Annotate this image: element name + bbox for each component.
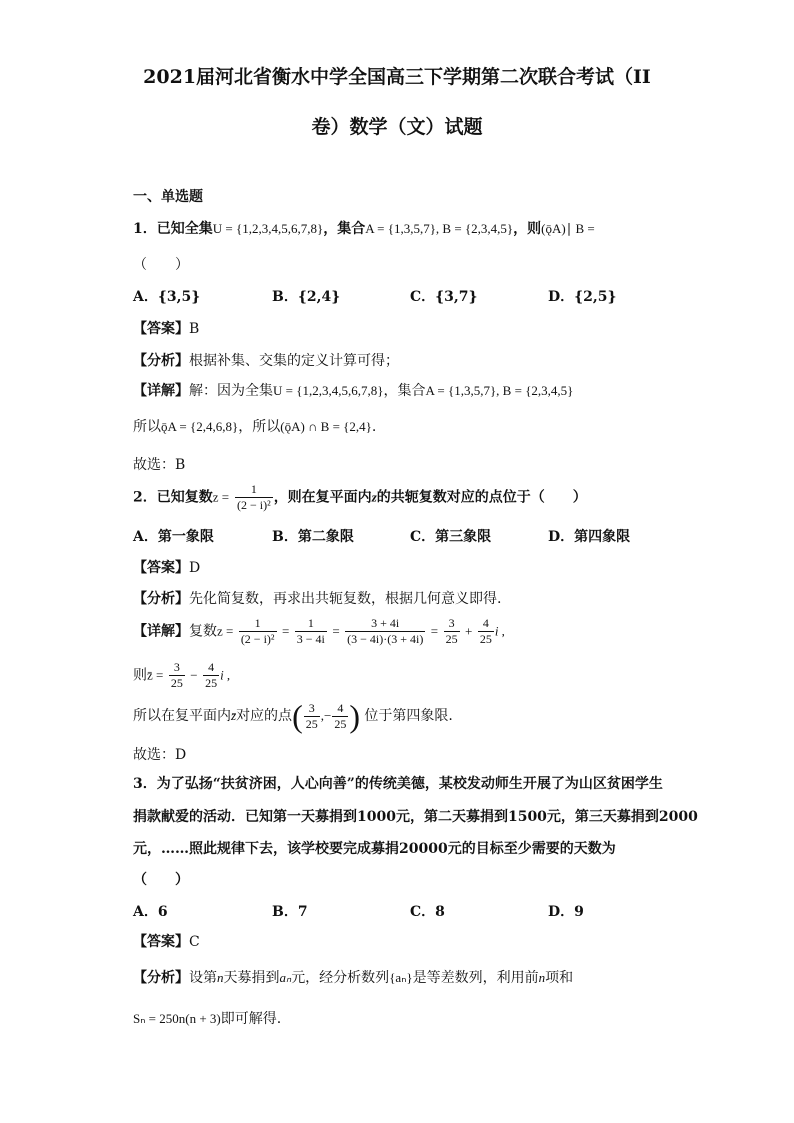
q2-conclusion: 故选：D bbox=[133, 747, 187, 763]
q2-conj-text: 则 bbox=[133, 667, 147, 684]
q3-var-n-2: n bbox=[538, 970, 546, 985]
q1-option-c: C．{3,7} bbox=[410, 289, 478, 305]
fraction-denominator: 25 bbox=[170, 676, 183, 690]
q1-option-a: A．{3,5} bbox=[133, 289, 201, 305]
q1-option-d: D．{2,5} bbox=[548, 289, 617, 305]
q2-stem-text-2: ，则在复平面内 bbox=[273, 489, 372, 506]
analysis-tag: 【分析】 bbox=[133, 353, 189, 369]
q2-point bbox=[133, 700, 453, 732]
q1-analysis-text: 根据补集、交集的定义计算可得； bbox=[189, 353, 399, 369]
q2-option-b: B．第二象限 bbox=[272, 529, 354, 545]
q1-answer bbox=[133, 318, 199, 338]
plus-sign: + bbox=[465, 623, 473, 639]
q2-detail-frac-2 bbox=[295, 616, 327, 647]
fraction-denominator: 3 − 4i bbox=[296, 632, 325, 646]
q2-analysis-text: 先化简复数，再求出共轭复数，根据几何意义即得. bbox=[189, 591, 502, 607]
fraction-denominator: 25 bbox=[445, 632, 458, 646]
q2-point-text: 所以在复平面内 bbox=[133, 708, 231, 724]
equals-sign: = bbox=[281, 623, 290, 639]
q2-detail-frac-4 bbox=[444, 616, 460, 647]
detail-tag: 【详解】 bbox=[133, 383, 189, 399]
q1-analysis bbox=[133, 350, 399, 370]
q2-option-a: A．第一象限 bbox=[133, 529, 214, 545]
answer-tag: 【答案】 bbox=[133, 934, 189, 950]
fraction-denominator: 25 bbox=[205, 676, 218, 690]
q2-detail-text: 复数 bbox=[189, 623, 217, 640]
fraction-numerator: 1 bbox=[235, 482, 273, 498]
q1-detail-text-2: ，集合 bbox=[383, 383, 426, 399]
imaginary-unit: i , bbox=[494, 623, 505, 639]
q3-stem-line1: 3．为了弘扬“扶贫济困，人心向善”的传统美德，某校发动师生开展了为山区贫困学生 bbox=[133, 776, 663, 792]
q1-period: . bbox=[371, 419, 377, 435]
q2-point-frac-2 bbox=[332, 701, 348, 732]
fraction-numerator: 4 bbox=[332, 701, 348, 717]
fraction-numerator: 3 bbox=[444, 616, 460, 632]
q1-sets: A = {1,3,5,7}, B = {2,3,4,5} bbox=[365, 221, 514, 236]
q3-sequence: {aₙ} bbox=[389, 970, 413, 985]
q2-option-c: C．第三象限 bbox=[410, 529, 492, 545]
q2-detail-frac-1 bbox=[239, 616, 277, 647]
q3-option-b: B．7 bbox=[272, 904, 308, 920]
q2-point-frac-1 bbox=[304, 701, 320, 732]
q3-analysis-text-5: 项和 bbox=[545, 970, 574, 986]
fraction-denominator: (3 − 4i)·(3 + 4i) bbox=[347, 632, 424, 646]
q3-option-a: A．6 bbox=[133, 904, 168, 920]
q1-universal-set: U = {1,2,3,4,5,6,7,8} bbox=[212, 221, 324, 236]
q3-stem-line3: 元，……照此规律下去，该学校要完成募捐20000元的目标至少需要的天数为 bbox=[133, 841, 616, 857]
q3-sn-text: 即可解得. bbox=[220, 1011, 282, 1027]
fraction-denominator: (2 − i)² bbox=[236, 498, 271, 512]
fraction-numerator: 4 bbox=[478, 616, 494, 632]
fraction-numerator: 3 + 4i bbox=[345, 616, 425, 632]
q2-conj-frac-1 bbox=[169, 660, 185, 691]
q3-var-an: aₙ bbox=[279, 970, 292, 985]
q1-detail-line2 bbox=[133, 416, 376, 436]
q2-answer bbox=[133, 557, 200, 577]
q2-stem-text: 2．已知复数 bbox=[133, 489, 213, 506]
equals-sign: = bbox=[332, 623, 340, 639]
document-title-line1: 2021届河北省衡水中学全国高三下学期第二次联合考试（II bbox=[143, 66, 651, 88]
q2-point-z: z̄ bbox=[231, 708, 237, 723]
q2-stem bbox=[133, 482, 587, 513]
q1-option-b: B．{2,4} bbox=[272, 289, 341, 305]
detail-tag: 【详解】 bbox=[133, 623, 189, 640]
q3-sum-formula bbox=[133, 1008, 281, 1028]
q2-point-text-3: 位于第四象限. bbox=[364, 708, 453, 724]
q2-conj-lhs: z̄ = bbox=[147, 667, 164, 683]
q1-so-text-2: ，所以 bbox=[238, 419, 281, 435]
q1-stem bbox=[133, 218, 595, 238]
imaginary-unit: i , bbox=[220, 667, 231, 683]
fraction-denominator: (2 − i)² bbox=[240, 632, 275, 646]
fraction-denominator: 25 bbox=[479, 632, 492, 646]
q1-answer-value: B bbox=[189, 321, 200, 337]
q2-conj-frac-2 bbox=[203, 660, 219, 691]
document-title-line2: 卷）数学（文）试题 bbox=[311, 116, 483, 138]
q2-option-d: D．第四象限 bbox=[548, 529, 631, 545]
q3-option-d: D．9 bbox=[548, 904, 584, 920]
q1-so-text: 所以 bbox=[133, 419, 161, 435]
q2-conjugate bbox=[133, 660, 230, 691]
q1-paren: （ ） bbox=[133, 257, 189, 273]
analysis-tag: 【分析】 bbox=[133, 970, 189, 986]
fraction-numerator: 1 bbox=[239, 616, 277, 632]
q2-detail-frac-3 bbox=[345, 616, 425, 647]
answer-tag: 【答案】 bbox=[133, 560, 189, 576]
comma-minus: ,− bbox=[320, 708, 332, 723]
q1-stem-text-2: ，集合 bbox=[323, 221, 366, 237]
q3-sn-formula: Sₙ = 250n(n + 3) bbox=[133, 1011, 221, 1026]
q3-analysis-text-3: 元，经分析数列 bbox=[291, 970, 390, 986]
q1-detail bbox=[133, 380, 573, 400]
q2-detail-frac-5 bbox=[478, 616, 494, 647]
section-heading: 一、单选题 bbox=[133, 189, 203, 205]
fraction-numerator: 3 bbox=[169, 660, 185, 676]
q1-stem-text: 1．已知全集 bbox=[133, 221, 213, 237]
q3-stem-line2: 捐款献爱的活动．已知第一天募捐到1000元，第二天募捐到1500元，第三天募捐到2000 bbox=[133, 809, 698, 825]
q3-answer-value: C bbox=[189, 934, 200, 950]
q3-analysis-text: 设第 bbox=[189, 970, 217, 986]
q1-detail-sets: A = {1,3,5,7}, B = {2,3,4,5} bbox=[425, 383, 574, 398]
fraction-numerator: 1 bbox=[295, 616, 327, 632]
q1-stem-text-3: ，则 bbox=[513, 221, 542, 237]
q2-point-text-2: 对应的点 bbox=[236, 708, 293, 724]
q3-paren: （ ） bbox=[133, 872, 189, 888]
q1-result: (ǭA) ∩ B = {2,4} bbox=[280, 419, 372, 434]
q1-complement: ǭA = {2,4,6,8} bbox=[161, 419, 239, 434]
q1-expression: (ǭA)∣ B = bbox=[541, 221, 595, 236]
q3-analysis-text-4: 是等差数列，利用前 bbox=[412, 970, 539, 986]
fraction-numerator: 4 bbox=[203, 660, 219, 676]
answer-tag: 【答案】 bbox=[133, 321, 189, 337]
q3-var-n: n bbox=[217, 970, 224, 985]
q1-detail-text: 解：因为全集 bbox=[189, 383, 273, 399]
fraction-denominator: 25 bbox=[334, 716, 347, 731]
fraction-denominator: 25 bbox=[305, 716, 318, 731]
equals-sign: = bbox=[430, 623, 439, 639]
q2-z-fraction bbox=[235, 482, 273, 513]
q1-conclusion: 故选：B bbox=[133, 457, 186, 473]
q1-detail-universal: U = {1,2,3,4,5,6,7,8} bbox=[273, 383, 384, 398]
analysis-tag: 【分析】 bbox=[133, 591, 189, 607]
minus-sign: − bbox=[190, 667, 198, 683]
q2-detail bbox=[133, 616, 505, 647]
fraction-numerator: 3 bbox=[304, 701, 320, 717]
q2-detail-lhs: z = bbox=[217, 623, 234, 639]
q2-answer-value: D bbox=[189, 560, 201, 576]
q2-analysis bbox=[133, 588, 501, 608]
right-paren: ) bbox=[349, 698, 360, 734]
q3-analysis-text-2: 天募捐到 bbox=[223, 970, 280, 986]
q3-answer bbox=[133, 931, 200, 951]
q2-z-var: z bbox=[371, 489, 377, 505]
q2-z-lhs: z = bbox=[212, 489, 230, 505]
q2-stem-text-3: 的共轭复数对应的点位于（ ） bbox=[376, 489, 587, 506]
q3-analysis bbox=[133, 967, 573, 987]
left-paren: ( bbox=[292, 698, 303, 734]
q3-option-c: C．8 bbox=[410, 904, 445, 920]
